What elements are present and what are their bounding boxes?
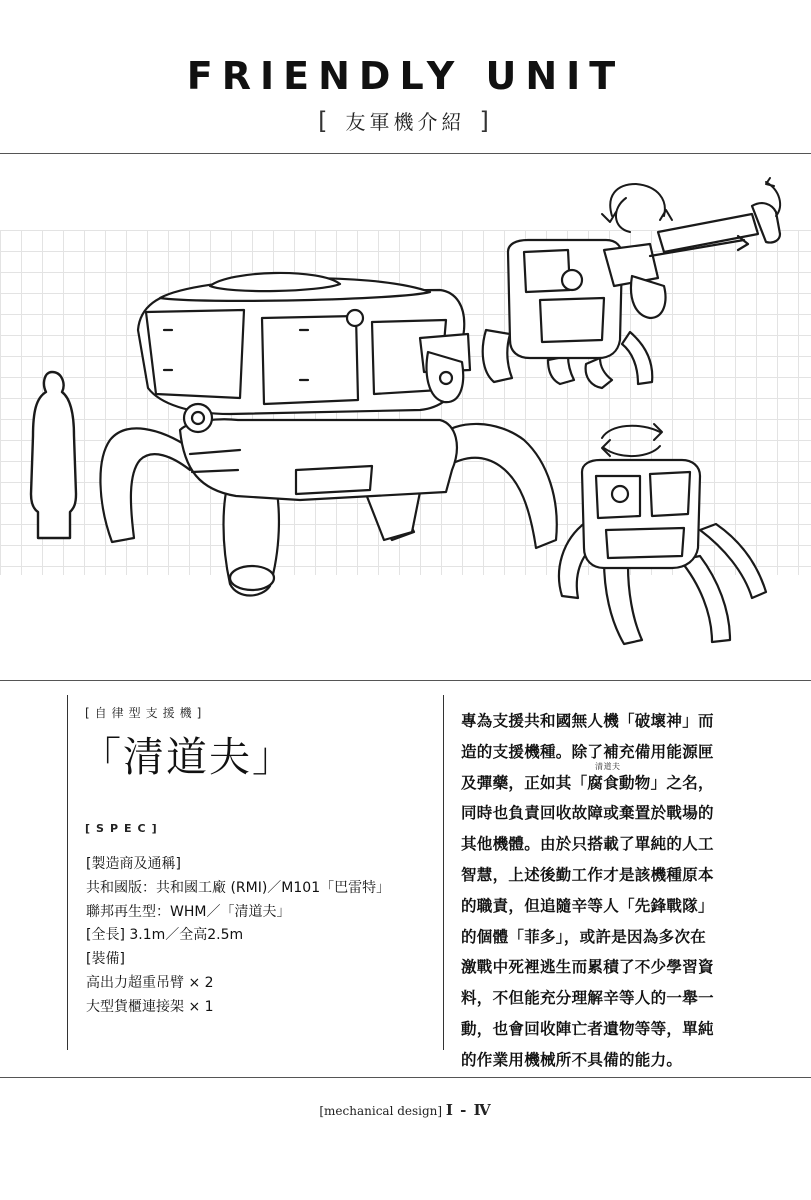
- subtitle-bracket-close: ]: [479, 107, 493, 135]
- description-line: 的個體「菲多」，或許是因為多次在: [461, 926, 707, 946]
- page-number: I - Ⅳ: [445, 1101, 492, 1119]
- ruby-annotation: 清道夫: [595, 762, 621, 771]
- spider-mech-rotate-view: [559, 460, 766, 644]
- description-line: 造的支援機種。除了補充備用能源匣: [461, 741, 714, 761]
- description-text: [461, 706, 771, 1076]
- spider-mech-top-view: [483, 240, 666, 388]
- crane-arm: [650, 203, 780, 256]
- spec-line: 共和國版：共和國工廠 (RMI)／M101「巴雷特」: [86, 879, 391, 896]
- unit-category: [自律型支援機]: [85, 706, 207, 720]
- spec-line: [全長] 3.1m／全高2.5m: [86, 927, 244, 944]
- spec-line: 聯邦再生型：WHM／「清道夫」: [86, 903, 291, 920]
- spec-list: [86, 853, 390, 1020]
- description-line: 同時也負責回收故障或棄置於戰場的: [461, 803, 714, 823]
- footer-label: [mechanical design]: [319, 1104, 443, 1118]
- spider-mech-main: [100, 273, 556, 596]
- page-subtitle: [0, 106, 811, 135]
- description-line: 料，不但能充分理解辛等人的一舉一: [461, 988, 714, 1008]
- description-line: 激戰中死裡逃生而累積了不少學習資: [461, 957, 714, 977]
- subtitle-bracket-open: [: [318, 107, 332, 135]
- spec-line: [製造商及通稱]: [86, 856, 181, 872]
- description-line: 其他機體。由於只搭載了單純的人工: [461, 834, 714, 854]
- description-line: 的職責，但追隨辛等人「先鋒戰隊」: [461, 895, 714, 915]
- header-divider: [0, 153, 811, 154]
- spec-line: 大型貨櫃連接架 × 1: [86, 998, 214, 1015]
- description-line: 智慧，上述後勤工作才是該機種原本: [461, 864, 714, 884]
- page-title: FRIENDLY UNIT: [186, 54, 625, 98]
- spec-column-border: [67, 695, 68, 1050]
- description-line: 動，也會回收陣亡者遺物等等，單純: [461, 1018, 714, 1038]
- description-column-border: [443, 695, 444, 1050]
- description-line: 及彈藥，正如其「腐食動物」之名，: [461, 772, 714, 792]
- spec-line: [裝備]: [86, 951, 125, 968]
- footer-divider: [0, 1077, 811, 1078]
- spec-line: 高出力超重吊臂 × 2: [86, 974, 214, 991]
- content-top-divider: [0, 680, 811, 681]
- description-line: 專為支援共和國無人機「破壞神」而: [461, 711, 714, 730]
- mech-illustration: [0, 160, 811, 680]
- human-silhouette: [31, 372, 76, 538]
- subtitle-text: 友軍機介紹: [345, 110, 466, 134]
- unit-name: 「清道夫」: [80, 733, 295, 781]
- description-line: 的作業用機械所不具備的能力。: [461, 1049, 683, 1069]
- page-footer: [0, 1101, 811, 1119]
- spec-tag: [SPEC]: [85, 822, 163, 835]
